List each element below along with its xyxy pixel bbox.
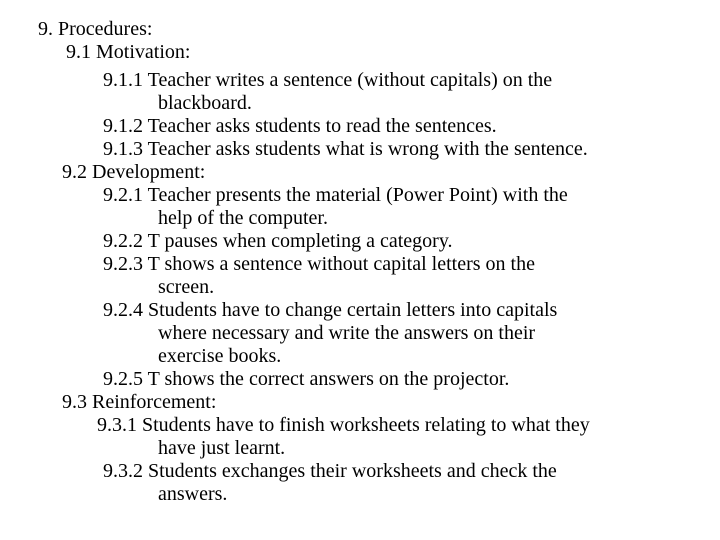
item-line-9-2-4-cont1: where necessary and write the answers on their (158, 322, 536, 344)
item-line-9-1-2: 9.1.2 Teacher asks students to read the sentences. (103, 115, 497, 137)
item-line-9-1-1-cont: blackboard. (158, 92, 252, 114)
section-title-reinforcement: 9.3 Reinforcement: (62, 391, 217, 413)
item-line-9-2-3: 9.2.3 T shows a sentence without capital letters on the (103, 253, 535, 275)
item-line-9-3-2: 9.3.2 Students exchanges their worksheets and check the (103, 460, 557, 482)
item-line-9-2-4: 9.2.4 Students have to change certain letters into capitals (103, 299, 558, 321)
item-line-9-2-2: 9.2.2 T pauses when completing a category. (103, 230, 453, 252)
item-line-9-1-1: 9.1.1 Teacher writes a sentence (without capitals) on the (103, 69, 553, 91)
item-line-9-3-1-cont: have just learnt. (158, 437, 286, 459)
item-line-9-2-3-cont: screen. (158, 276, 215, 298)
item-line-9-1-3: 9.1.3 Teacher asks students what is wrong with the sentence. (103, 138, 588, 160)
section-title-development: 9.2 Development: (62, 161, 206, 183)
item-line-9-2-4-cont2: exercise books. (158, 345, 282, 367)
item-line-9-3-2-cont: answers. (158, 483, 228, 505)
item-line-9-2-5: 9.2.5 T shows the correct answers on the projector. (103, 368, 510, 390)
section-title-motivation: 9.1 Motivation: (66, 41, 191, 63)
procedures-heading: 9. Procedures: (38, 18, 153, 40)
item-line-9-3-1: 9.3.1 Students have to finish worksheets relating to what they (97, 414, 590, 436)
item-line-9-2-1: 9.2.1 Teacher presents the material (Power Point) with the (103, 184, 568, 206)
item-line-9-2-1-cont: help of the computer. (158, 207, 328, 229)
